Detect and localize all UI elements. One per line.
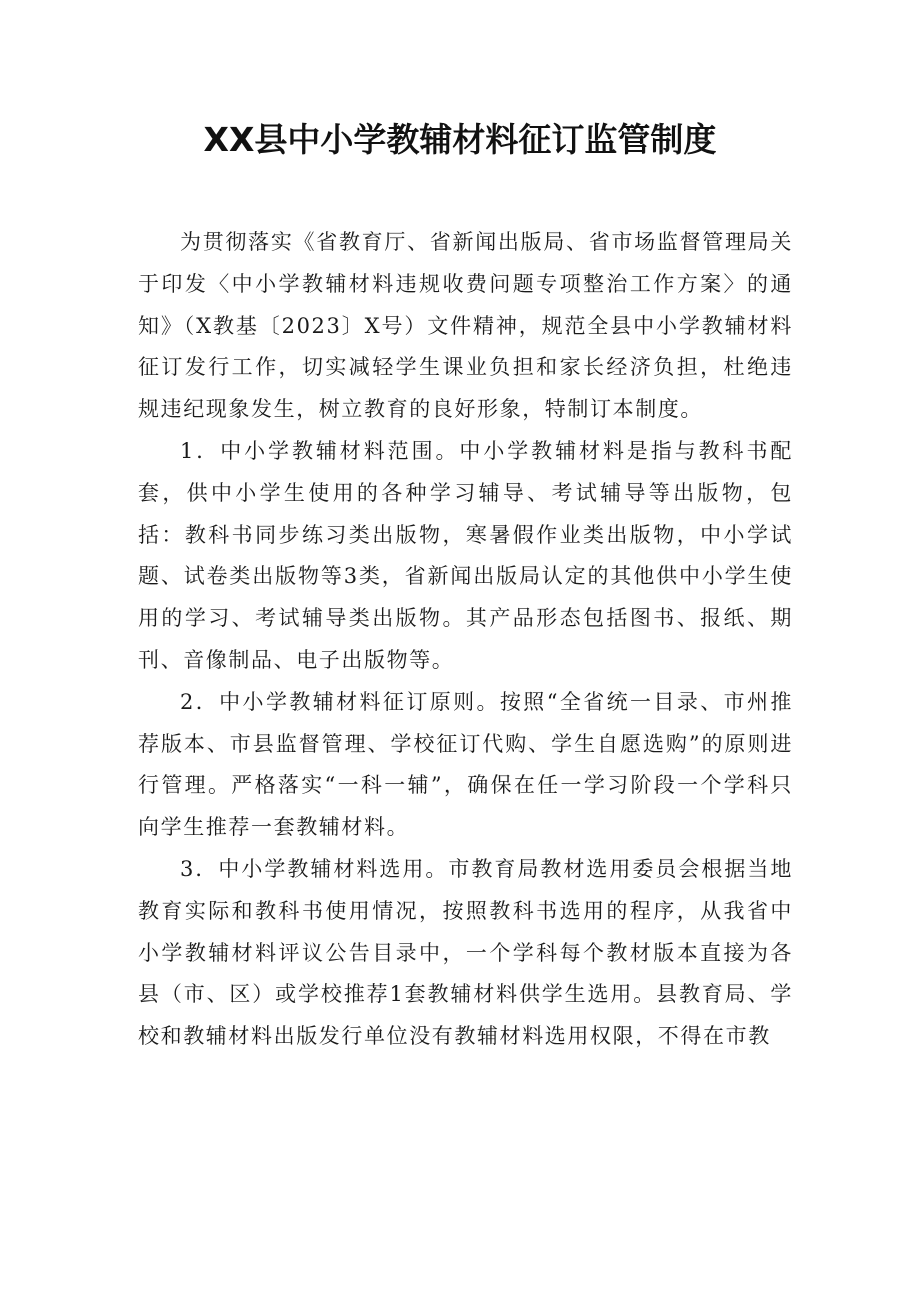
paragraph-principles: 2．中小学教辅材料征订原则。按照“全省统一目录、市州推荐版本、市县监督管理、学校征订代购、学生自愿选购”的原则进行管理。严格落实“一科一辅”，确保在任一学习阶段一个学科只向学生推荐一套教辅材料。 bbox=[138, 689, 793, 840]
paragraph-scope: 1．中小学教辅材料范围。中小学教辅材料是指与教科书配套，供中小学生使用的各种学习辅导、考试辅导等出版物，包括：教科书同步练习类出版物，寒暑假作业类出版物，中小学试题、试卷类出版物等3类，省新闻出版局认定的其他供中小学生使用的学习、考试辅导类出版物。其产品形态包括图书、报纸、期刊、音像制品、电子出版物等。 bbox=[138, 438, 793, 672]
paragraph-selection: 3．中小学教辅材料选用。市教育局教材选用委员会根据当地教育实际和教科书使用情况，按照教科书选用的程序，从我省中小学教辅材料评议公告目录中，一个学科每个教材版本直接为各县（市、区）或学校推荐1套教辅材料供学生选用。县教育局、学校和教辅材料出版发行单位没有教辅材料选用权限，不得在市教 bbox=[138, 856, 793, 1049]
document-body bbox=[138, 222, 793, 1058]
paragraph-preamble: 为贯彻落实《省教育厅、省新闻出版局、省市场监督管理局关于印发〈中小学教辅材料违规收费问题专项整治工作方案〉的通知》（X教基〔2023〕X号）文件精神，规范全县中小学教辅材料征订发行工作，切实减轻学生课业负担和家长经济负担，杜绝违规违纪现象发生，树立教育的良好形象，特制订本制度。 bbox=[138, 230, 793, 422]
document-title: XX县中小学教辅材料征订监管制度 bbox=[203, 120, 717, 159]
